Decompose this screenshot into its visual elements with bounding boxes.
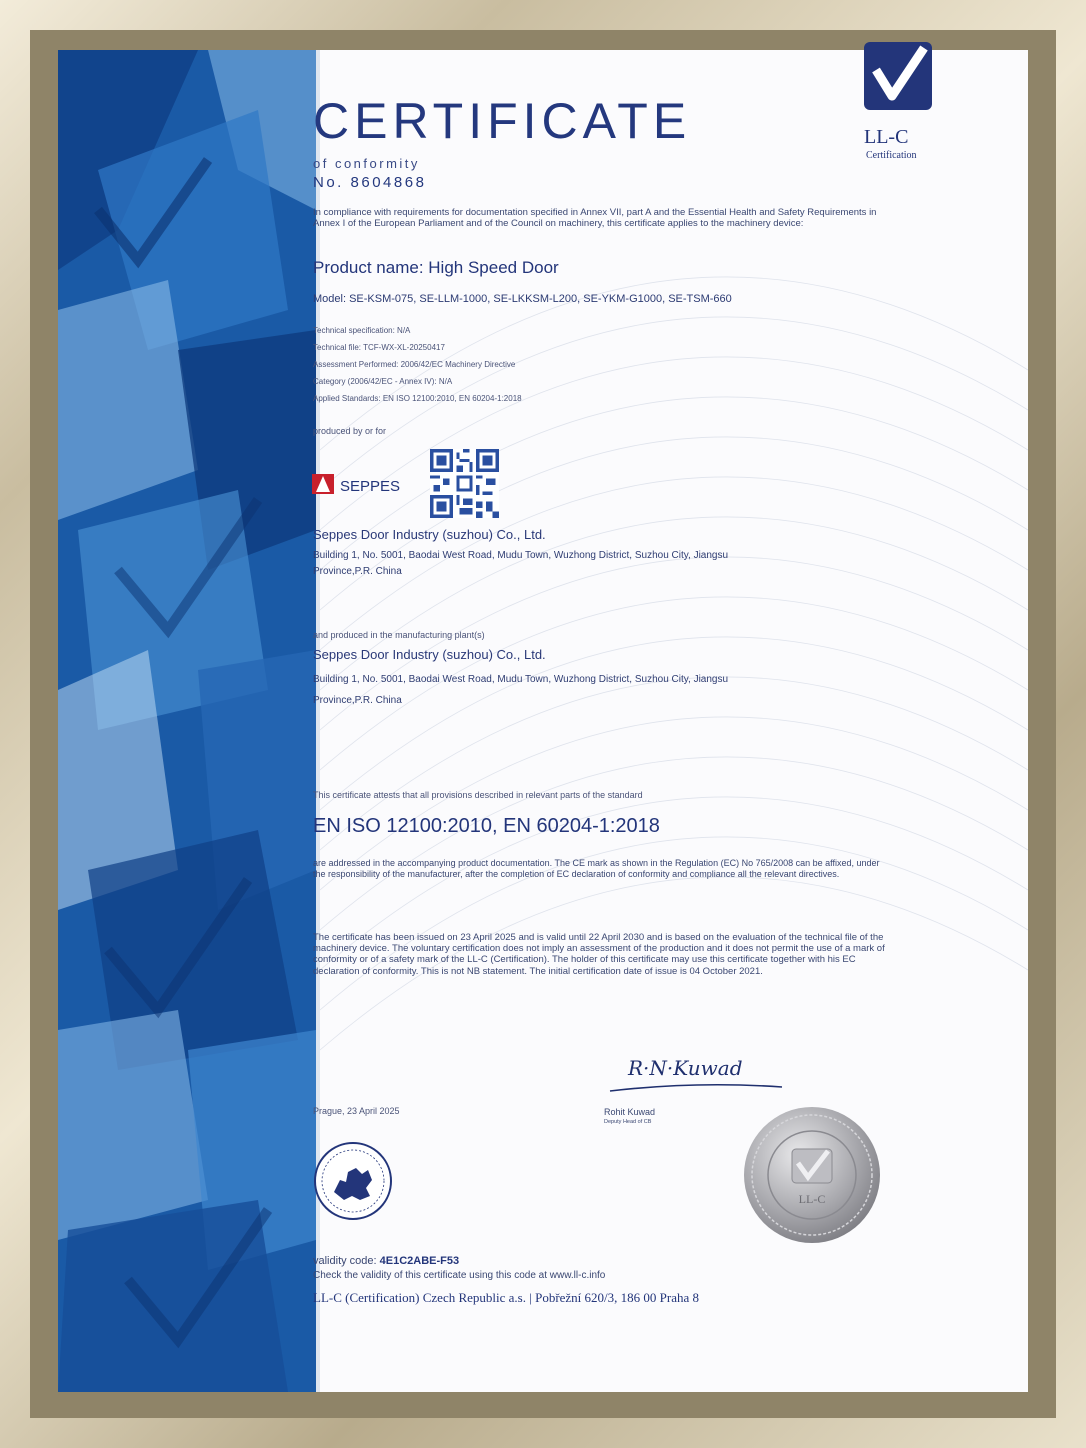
silver-seal-text: LL-C bbox=[798, 1192, 826, 1206]
certificate-paper bbox=[58, 50, 1028, 1392]
attest-text: This certificate attests that all provisions described in relevant parts of the standard bbox=[313, 790, 643, 800]
guilloche-background bbox=[320, 50, 1028, 1392]
manufacturer-name: Seppes Door Industry (suzhou) Co., Ltd. bbox=[313, 527, 546, 542]
produced-by-label: produced by or for bbox=[313, 426, 387, 436]
product-name: Product name: High Speed Door bbox=[313, 258, 559, 277]
qr-code bbox=[428, 449, 501, 518]
spec-category: Category (2006/42/EC - Annex IV): N/A bbox=[313, 377, 453, 386]
issuer-brand-sub: Certification bbox=[866, 150, 917, 161]
seppes-logo bbox=[310, 470, 422, 498]
signer-title: Deputy Head of CB bbox=[604, 1119, 652, 1125]
signer-name: Rohit Kuwad bbox=[604, 1107, 656, 1117]
certificate-title: CERTIFICATE bbox=[313, 93, 692, 149]
spec-applied-standards: Applied Standards: EN ISO 12100:2010, EN 60204-1:2018 bbox=[313, 394, 522, 403]
certificate-subtitle: of conformity bbox=[313, 156, 420, 171]
validity-code: 4E1C2ABE-F53 bbox=[379, 1255, 460, 1267]
seppes-logo-text: SEPPES bbox=[340, 478, 401, 495]
certificate-number: No. 8604868 bbox=[313, 174, 427, 191]
spec-technical-file: Technical file: TCF-WX-XL-20250417 bbox=[313, 343, 445, 352]
plant-address-line2: Province,P.R. China bbox=[313, 695, 402, 706]
spec-assessment: Assessment Performed: 2006/42/EC Machinery Directive bbox=[313, 360, 516, 369]
compliance-text: In compliance with requirements for documentation specified in Annex VII, part A and the Essential Health and Safety Requirements in Annex I of the European Parliament and of the Council on machinery, this certificate applies to the machinery device: bbox=[313, 207, 877, 229]
ce-text: are addressed in the accompanying product documentation. The CE mark as shown in the Regulation (EC) No 765/2008 can be affixed, under the responsibility of the manufacturer, after the completion of EC declaration of conformity and compliance all the relevant directives. bbox=[313, 858, 880, 879]
plant-address-line1: Building 1, No. 5001, Baodai West Road, Mudu Town, Wuzhong District, Suzhou City, Jiangsu bbox=[313, 674, 729, 685]
issue-text: The certificate has been issued on 23 April 2025 and is valid until 22 April 2030 and is based on the evaluation of the technical file of the machinery device. The voluntary certification does not imply an assessment of the production and it does not permit the use of a mark of conformity or of a safety mark of the LL-C (Certification). The holder of this certificate may use this certificate together with his EC declaration of conformity. This is not NB statement. The initial certification date of issue is 04 October 2021. bbox=[313, 932, 885, 977]
eu-map-seal bbox=[312, 1140, 394, 1222]
plant-label: and produced in the manufacturing plant(s) bbox=[313, 630, 485, 640]
model-line: Model: SE-KSM-075, SE-LLM-1000, SE-LKKSM-L200, SE-YKM-G1000, SE-TSM-660 bbox=[313, 293, 732, 305]
manufacturer-address-line2: Province,P.R. China bbox=[313, 566, 402, 577]
signature-text: R·N·Kuwad bbox=[628, 1056, 743, 1080]
silver-llc-seal bbox=[742, 1105, 882, 1245]
signature bbox=[606, 1045, 786, 1095]
llc-checkmark-logo bbox=[862, 40, 934, 112]
validity-label: validity code: bbox=[313, 1255, 380, 1267]
place-date: Prague, 23 April 2025 bbox=[313, 1106, 400, 1116]
footer-issuer-address: LL-C (Certification) Czech Republic a.s. | Pobřežní 620/3, 186 00 Praha 8 bbox=[313, 1290, 700, 1305]
validity-code-line bbox=[313, 1255, 459, 1267]
manufacturer-address-line1: Building 1, No. 5001, Baodai West Road, Mudu Town, Wuzhong District, Suzhou City, Jiangsu bbox=[313, 550, 729, 561]
standards-line: EN ISO 12100:2010, EN 60204-1:2018 bbox=[313, 815, 660, 837]
decorative-left-band bbox=[58, 50, 316, 1392]
plant-name: Seppes Door Industry (suzhou) Co., Ltd. bbox=[313, 647, 546, 662]
issuer-brand: LL-C bbox=[864, 126, 909, 148]
spec-technical-specification: Technical specification: N/A bbox=[313, 326, 411, 335]
validity-check-text: Check the validity of this certificate using this code at www.ll-c.info bbox=[313, 1270, 606, 1281]
